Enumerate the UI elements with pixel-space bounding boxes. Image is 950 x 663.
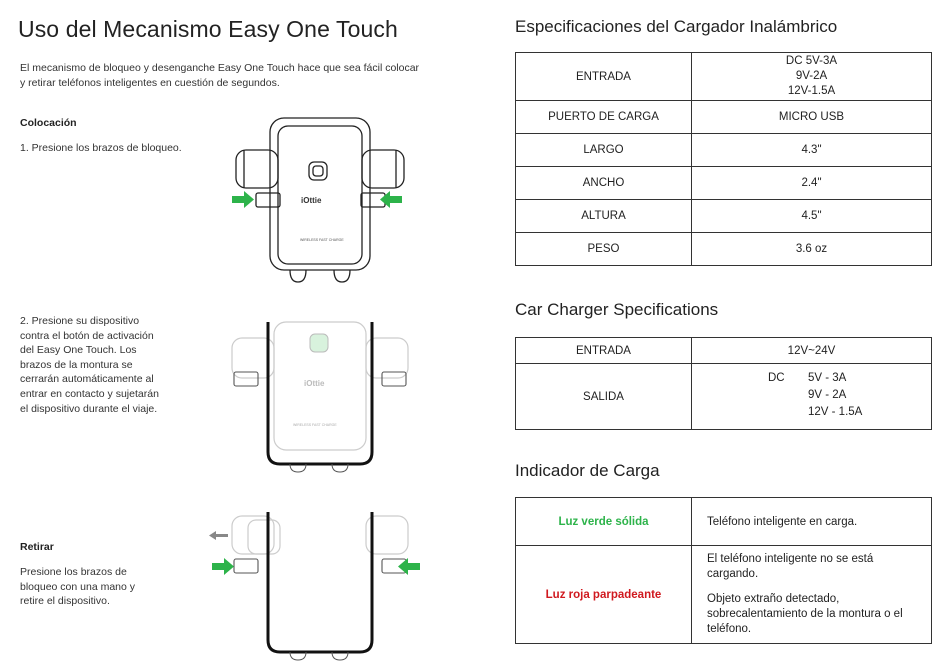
spec-value: DC 5V - 3A 9V - 2A 12V - 1.5A <box>692 364 932 430</box>
mount-device-3 <box>232 512 408 660</box>
car-specs-table <box>515 337 932 430</box>
table-row <box>516 134 932 167</box>
spec-value: 3.6 oz <box>692 233 932 266</box>
intro-paragraph: El mecanismo de bloqueo y desenganche Easy One Touch hace que sea fácil colocar y retirar teléfonos inteligentes en cuestión de segundos. <box>20 62 420 89</box>
spec-label: PESO <box>516 233 692 266</box>
page-title: Uso del Mecanismo Easy One Touch <box>18 16 398 42</box>
spec-value: 2.4" <box>692 167 932 200</box>
table-row <box>516 101 932 134</box>
step1-text: 1. Presione los brazos de bloqueo. <box>20 142 182 154</box>
spec-value: 12V~24V <box>692 338 932 364</box>
step2-text: 2. Presione su dispositivo contra el botón de activación del Easy One Touch. Los brazos de la montura se cerrarán automáticamente al entrar en contacto y sujetarán el dispositivo durante el viaje. <box>20 315 159 415</box>
green-arrow-right-1 <box>232 191 254 208</box>
green-arrow-right-3 <box>212 558 234 575</box>
remove-text: Presione los brazos de bloqueo con una mano y retire el dispositivo. <box>20 566 136 608</box>
brand-logo-2: iOttie <box>304 379 325 388</box>
table-row <box>516 200 932 233</box>
table-row <box>516 167 932 200</box>
table-row <box>516 364 932 430</box>
red-light-desc: El teléfono inteligente no se está cargando. Objeto extraño detectado, sobrecalentamiento de la montura o el teléfono. <box>692 546 932 644</box>
spec-label: ANCHO <box>516 167 692 200</box>
placement-heading: Colocación <box>20 117 77 129</box>
spec-label: ALTURA <box>516 200 692 233</box>
device-label-2: WIRELESS FAST CHARGE <box>293 423 337 427</box>
table-row <box>516 233 932 266</box>
spec-value: DC 5V-3A 9V-2A 12V-1.5A <box>692 53 932 101</box>
mount-device-2 <box>232 322 408 472</box>
spec-label: PUERTO DE CARGA <box>516 101 692 134</box>
indicator-table <box>515 497 932 644</box>
remove-heading: Retirar <box>20 541 54 553</box>
table-row <box>516 498 932 546</box>
spec-value: 4.3" <box>692 134 932 167</box>
spec-label: SALIDA <box>516 364 692 430</box>
green-light-desc: Teléfono inteligente en carga. <box>692 498 932 546</box>
gray-arrow-left <box>209 531 228 540</box>
green-light-label: Luz verde sólida <box>516 498 692 546</box>
indicator-title: Indicador de Carga <box>515 461 660 480</box>
car-specs-title: Car Charger Specifications <box>515 300 719 319</box>
spec-label: ENTRADA <box>516 338 692 364</box>
device-label-1: WIRELESS FAST CHARGE <box>300 238 344 242</box>
wireless-specs-title: Especificaciones del Cargador Inalámbrico <box>515 17 838 36</box>
spec-label: ENTRADA <box>516 53 692 101</box>
table-row <box>516 546 932 644</box>
brand-logo-1: iOttie <box>301 196 322 205</box>
red-light-label: Luz roja parpadeante <box>516 546 692 644</box>
spec-value: MICRO USB <box>692 101 932 134</box>
wireless-specs-table <box>515 52 932 266</box>
table-row <box>516 338 932 364</box>
spec-label: LARGO <box>516 134 692 167</box>
spec-value: 4.5" <box>692 200 932 233</box>
table-row <box>516 53 932 101</box>
